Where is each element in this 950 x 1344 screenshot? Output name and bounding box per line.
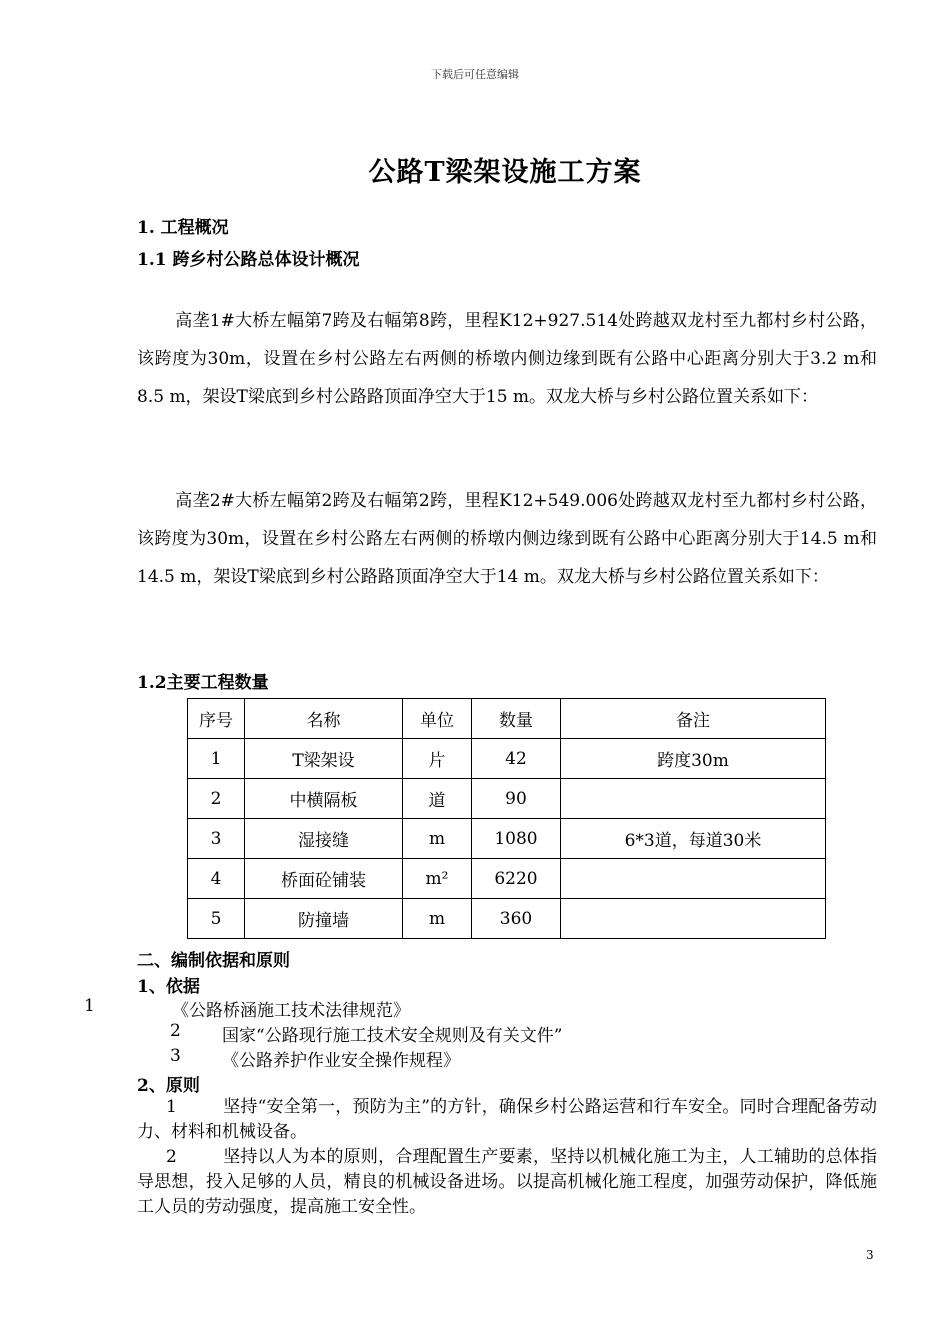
- principle-heading: 2、原则: [137, 1076, 200, 1096]
- table-header-cell: 单位: [403, 699, 472, 739]
- table-cell: 1: [188, 739, 245, 779]
- table-row: [188, 779, 826, 819]
- table-row: [188, 819, 826, 859]
- table-cell: m: [403, 819, 472, 859]
- table-cell: 4: [188, 859, 245, 899]
- table-cell: 6220: [472, 859, 561, 899]
- principle-item-text: 坚持“安全第一，预防为主”的方针，确保乡村公路运营和行车安全。同时合理配备劳动力、材料和机械设备。: [137, 1097, 877, 1142]
- section-1-2-heading: 1.2主要工程数量: [137, 673, 269, 693]
- quantity-table: [187, 698, 826, 939]
- table-row: [188, 899, 826, 939]
- table-row: [188, 859, 826, 899]
- table-row: [188, 739, 826, 779]
- table-cell: [561, 779, 826, 819]
- table-cell: 湿接缝: [245, 819, 403, 859]
- table-cell: 防撞墙: [245, 899, 403, 939]
- basis-item-number: 1: [84, 996, 95, 1016]
- paragraph-bridge-2: [137, 482, 877, 596]
- table-cell: 道: [403, 779, 472, 819]
- basis-item-text: 《公路桥涵施工技术法律规范》: [172, 1001, 410, 1021]
- table-header-cell: 备注: [561, 699, 826, 739]
- table-cell: [561, 899, 826, 939]
- principle-item-number: 2: [166, 1147, 177, 1167]
- section-1-1-heading: 1.1 跨乡村公路总体设计概况: [137, 250, 360, 270]
- table-header-cell: 数量: [472, 699, 561, 739]
- table-cell: m²: [403, 859, 472, 899]
- table-cell: m: [403, 899, 472, 939]
- document-title: 公路T梁架设施工方案: [368, 157, 642, 188]
- header-note: 下载后可任意编辑: [431, 68, 519, 81]
- table-cell: 2: [188, 779, 245, 819]
- paragraph-bridge-1-text: 高垄1#大桥左幅第7跨及右幅第8跨，里程K12+927.514处跨越双龙村至九都村乡村公路，该跨度为30m，设置在乡村公路左右两侧的桥墩内侧边缘到既有公路中心距离分别大于3.2 m和8.5 m，架设T梁底到乡村公路路顶面净空大于15 m。双龙大桥与乡村公路位置关系如下：: [137, 311, 877, 407]
- table-cell: [561, 859, 826, 899]
- table-header-cell: 序号: [188, 699, 245, 739]
- basis-heading: 1、依据: [137, 977, 200, 997]
- principle-item: [137, 1145, 877, 1220]
- table-header-row: [188, 699, 826, 739]
- table-cell: 桥面砼铺装: [245, 859, 403, 899]
- basis-item-number: 3: [170, 1046, 181, 1066]
- principle-item-number: 1: [166, 1097, 177, 1117]
- table-cell: 90: [472, 779, 561, 819]
- table-cell: 片: [403, 739, 472, 779]
- basis-item-text: 国家“公路现行施工技术安全规则及有关文件”: [222, 1026, 563, 1046]
- section-2-heading: 二、编制依据和原则: [137, 951, 290, 971]
- principle-item: [137, 1095, 877, 1145]
- table-cell: 1080: [472, 819, 561, 859]
- paragraph-bridge-2-text: 高垄2#大桥左幅第2跨及右幅第2跨，里程K12+549.006处跨越双龙村至九都村乡村公路，该跨度为30m，设置在乡村公路左右两侧的桥墩内侧边缘到既有公路中心距离分别大于14.5 m和14.5 m，架设T梁底到乡村公路路顶面净空大于14 m。双龙大桥与乡村公路位置关系如下：: [137, 491, 877, 587]
- paragraph-bridge-1: [137, 302, 877, 416]
- principle-item-text: 坚持以人为本的原则，合理配置生产要素，坚持以机械化施工为主，人工辅助的总体指导思想，投入足够的人员，精良的机械设备进场。以提高机械化施工程度，加强劳动保护，降低施工人员的劳动强度，提高施工安全性。: [137, 1147, 877, 1217]
- page-number: 3: [866, 1248, 874, 1262]
- table-header-cell: 名称: [245, 699, 403, 739]
- table-cell: 360: [472, 899, 561, 939]
- table-cell: 跨度30m: [561, 739, 826, 779]
- table-cell: 3: [188, 819, 245, 859]
- basis-item-text: 《公路养护作业安全操作规程》: [222, 1051, 460, 1071]
- table-cell: 中横隔板: [245, 779, 403, 819]
- section-1-heading: 1. 工程概况: [137, 218, 229, 238]
- table-cell: 5: [188, 899, 245, 939]
- basis-item-number: 2: [170, 1021, 181, 1041]
- table-cell: T梁架设: [245, 739, 403, 779]
- table-cell: 6*3道，每道30米: [561, 819, 826, 859]
- table-cell: 42: [472, 739, 561, 779]
